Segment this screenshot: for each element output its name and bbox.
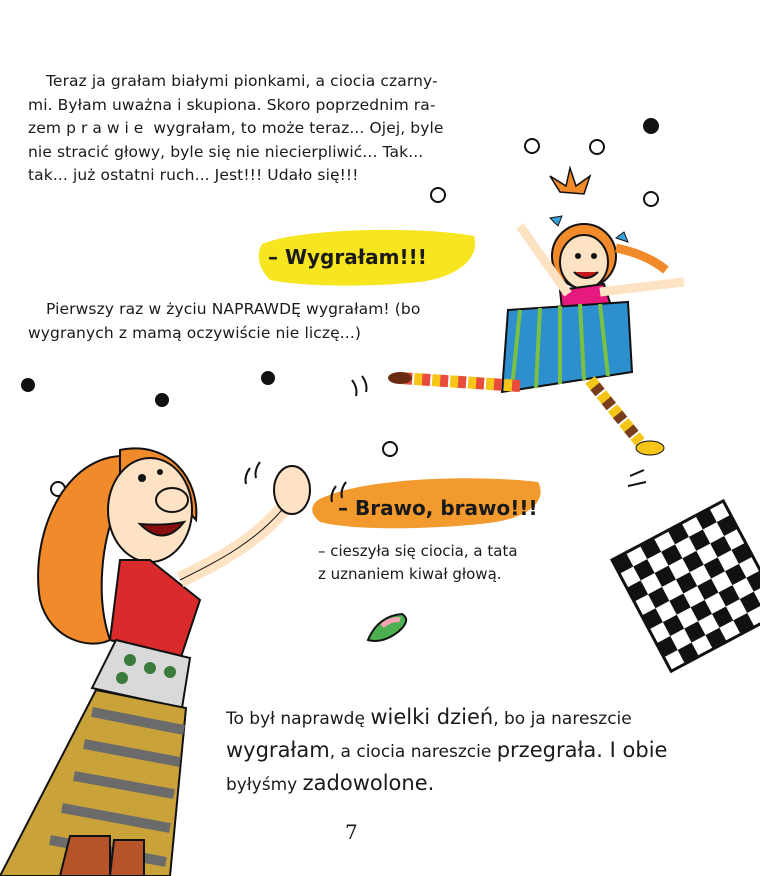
dialog-attribution — [318, 540, 518, 586]
exclamation-won: – Wygrałam!!! — [268, 245, 427, 269]
final-text: , a ciocia nareszcie — [329, 742, 497, 762]
dialog-line: z uznaniem kiwał głową. — [318, 565, 502, 583]
paragraph-1-line — [28, 117, 468, 141]
paragraph-1-line: mi. Byłam uważna i skupiona. Skoro poprzednim ra- — [28, 95, 436, 114]
paragraph-1 — [28, 70, 468, 188]
final-text: To był naprawdę — [226, 709, 371, 729]
final-emphasis: przegrała — [496, 738, 597, 762]
final-text: . I obie — [596, 738, 668, 762]
final-emphasis: wygrałam — [226, 738, 330, 762]
page-number: 7 — [345, 820, 358, 844]
spaced-word: prawie — [66, 119, 149, 137]
paragraph-2-line: wygranych z mamą oczywiście nie liczę...) — [28, 323, 362, 342]
slipper-illustration — [368, 614, 406, 641]
dialog-line: – cieszyła się ciocia, a tata — [318, 542, 518, 560]
cheering-woman-illustration — [0, 448, 310, 876]
final-emphasis: wielki dzień — [370, 705, 494, 729]
paragraph-1-line: Teraz ja grałam białymi pionkami, a ciocia czarny- — [46, 72, 438, 90]
final-text: , bo ja nareszcie — [493, 709, 632, 729]
paragraph-2 — [28, 298, 478, 345]
checkerboard-illustration — [612, 501, 760, 671]
paragraph-2-line: Pierwszy raz w życiu NAPRAWDĘ wygrałam! (bo — [46, 300, 421, 318]
exclamation-bravo: – Brawo, brawo!!! — [338, 496, 538, 520]
paragraph-1-text: wygrałam, to może teraz... Ojej, byle — [148, 119, 444, 137]
final-paragraph — [226, 702, 726, 801]
final-emphasis: zadowolone — [302, 771, 428, 795]
paragraph-1-text: zem — [28, 119, 67, 137]
paragraph-1-line: tak... już ostatni ruch... Jest!!! Udało się!!! — [28, 166, 359, 184]
final-text: byłyśmy — [226, 775, 303, 795]
final-text: . — [427, 771, 435, 795]
paragraph-1-line: nie stracić głowy, byle się nie niecierpliwić... Tak... — [28, 142, 424, 161]
